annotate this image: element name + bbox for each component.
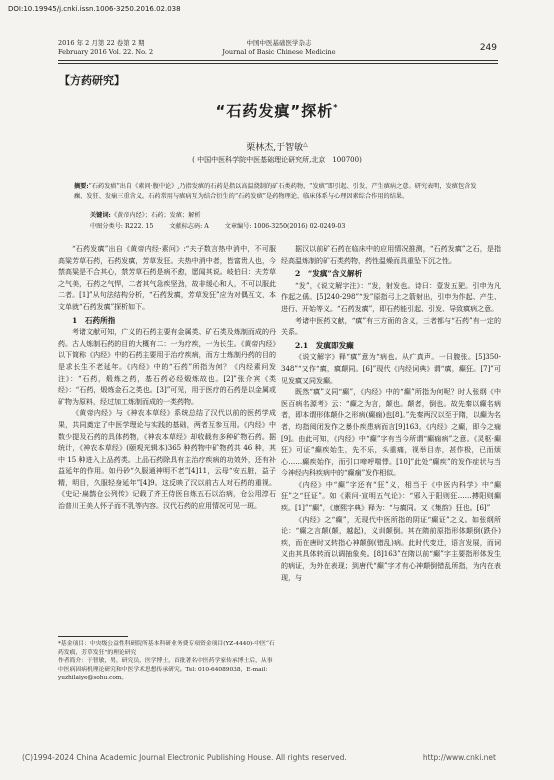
cnki-link[interactable]: http://www.cnki.net: [422, 753, 496, 762]
doi-line: DOI:10.19945/j.cnki.issn.1006-3250.2016.02.038: [8, 5, 181, 13]
footnotes: [58, 640, 276, 683]
footnote-author: 作者简介：于智敏，男，研究员，医学博士，首批著名中医药学家传承博士后，从事中医病因病机理论研究和中医学术思想传承研究。Tel: 010-64089038，E-mail: yuzhilaiye@sohu.com。: [58, 658, 273, 682]
paragraph: 《内经》中“癫”字还有“狂”义，相当于《中医内科学》中“癫狂”之“狂证”。如《素问·宣明五气论》：“邪入于阳则狂……搏阳则癫疾。[1]”“癫”，《康熙字典》释为：“与瘨同。又《集韵》狂也。[6]”: [281, 480, 501, 513]
affiliation: ( 中国中医科学院中医基础理论研究所,北京 100700): [192, 156, 362, 164]
page-number: 249: [479, 43, 497, 53]
clc-number: 中图分类号: R222. 15: [90, 223, 154, 230]
paragraph: “发”，《说文解字注》：“发，射发也。诗曰：壹发五豝。引申为凡作起之偁。[5]240-298”“发”原指弓上之箭射出，引申为作起、产生、进行、开始等义。“石药发瘨”，即石药能引起、引发、导致瘨病之意。: [281, 281, 501, 313]
paragraph: 既然“瘨”义同“癫”，《内经》中的“癫”所指为何呢？时人张纲《中医百病名源考》云：“癫之为言，颠也。颠者，倒也。故先秦以癫名病者，即本谓形体颠仆之形病(癫痫)也[8]。”先秦两汉以至于隋，以癫为名者，均指阅闭发作之暴仆疾患病而言[9]163。《内经》之癫，即今之痫[9]。由此可知，《内经》中“癫”字有当今所谓“癫痫病”之意。《灵枢·癫狂》可证“癫疾始生，先不乐，头重痛，视举目赤，甚作极，已而烦心……癫疾始作，而引口啼呼喘悸。[10]”此处“癫疾”的发作症状与当今神经内科疾病中的“癫痫”发作相似。: [281, 388, 501, 478]
footnote-rule: [58, 636, 128, 637]
header-issue-cn: 2016 年 2 月第 22 卷第 2 期: [58, 39, 145, 47]
authors: [0, 140, 554, 153]
document-code: 文献标志码: A: [169, 223, 209, 230]
paragraph: 据汉以前矿石药在临床中的应用情况推测，“石药发瘨”之石，是指经高温炼制的矿石类药物，药性温燥而具重坠下沉之性。: [281, 245, 501, 265]
copyright-line: (C)1994-2024 China Academic Journal Electronic Publishing House. All rights reserved.: [22, 753, 347, 762]
left-column: [58, 244, 276, 513]
right-column: [281, 244, 501, 584]
authors-text: 栗林杰,于智敏: [246, 143, 304, 153]
article-number: 文章编号: 1006-3250(2016) 02-0249-03: [224, 223, 346, 230]
section-heading-1: 1 石药所指: [72, 315, 116, 325]
keywords: [90, 210, 201, 219]
paragraph: “石药发瘨”出自《黄帝内经·素问》:“夫子数言热中消中，不可服高粱芳草石药，石药发瘨，芳草发狂。夫热中消中者，皆富贵人也，今禁高粱是不合其心，禁芳草石药是病不愈，愿闻其说。岐伯曰：夫芳草之气美，石药之气悍，二者其气急疾坚劲，故非缓心和人，不可以服此二者。[1]”从句法结构分析，“石药发瘨，芳草发狂”应为对偶互文，本文单就“石药发瘨”探析如下。: [58, 245, 276, 311]
paragraph: 《黄帝内经》与《神农本草经》系统总结了汉代以前的医药学成果，共同奠定了中医学理论与实践的基础，两者互参互用。《内经》中数少提及石药的具体药物，《神农本草经》却收载有多种矿物石药。据统计，《神农本草经》(颐观光辑本)365 种药物中矿物药共 46 种，其中 15 种进入上品药类。上品石药除具有主治疗疾病的功效外，还有补益延年的作用。如丹砂“久服通神明不老”[4]11，云母“安五脏，益子精，明目，久服轻身延年”[4]9。这反映了汉以前古人对石药的重视。《史记·扁鹊仓公列传》记载了齐王侍医自炼五石以治病，仓公用淳石治普川王美人怀子而不乳等内容。汉代石药的应用情况可见一斑。: [58, 409, 276, 511]
article-meta: [90, 221, 359, 230]
section-tag: 【方药研究】: [59, 74, 125, 87]
abstract: [74, 182, 484, 201]
author-mark: △: [303, 141, 308, 148]
header-issue-en: February 2016 Vol. 22. No. 2: [58, 48, 154, 56]
article-title-text: “石药发瘨”探析: [215, 102, 334, 120]
title-footnote-mark: *: [333, 103, 339, 112]
section-heading-2: 2 “发瘨”含义解析: [295, 269, 363, 279]
section-heading-2-1: 2.1 发瘨即发癫: [295, 340, 354, 350]
paragraph: 《内经》之“癫”，无现代中医所指的阴证“癫证”之义。如张纲所论：“癫之言颠(颠，越起)，义训颠倒。其在隋前原指形体颠倒(跌仆)疾，而在唐时又转指心神颠倒(错乱)病。此时代变迁，语言发展，而词义由其具体转而以调抽象矣。[8]163”在隋以前“癫”字主要指形体发生的病证，为外在表现；到唐代“癫”字才有心神颠倒错乱所指，为内在表现，与: [281, 515, 501, 582]
paragraph: 《说文解字》释“瘨”意为“病也。从疒真声。一曰腹张。[5]350-348”“又作“瘨，瘨颠同。[6]”现代《内经词典》谓“瘨，癫狂。[7]”可见发瘨又同发癫。: [281, 353, 501, 385]
header-rule-thin: [58, 63, 498, 64]
header-issue: [58, 39, 153, 57]
footnote-funding: *基金项目：中央级公益性科研院所基本科研业务费专项资金项目(YZ-4440)-中医“石药发瘨，芳草发狂”的理论研究: [58, 641, 275, 656]
header-rule: [58, 60, 498, 61]
paragraph: 考诸中医药文献，“瘨”有三方面的含义，三者都与“石药”有一定的关系。: [281, 316, 501, 337]
keywords-label: 关键词:: [90, 212, 111, 219]
keywords-text: 《黄帝内经》；石药；发瘨；解析: [110, 212, 201, 219]
header-journal: [214, 39, 344, 57]
abstract-text: “石药发瘨”出自《素问·腹中论》,乃指发瘨的石药是指以高温烧制的矿石类药物，“发瘨”即引起、引发、产生瘨病之意。研究表明，发瘨包含发癫、发狂、发痫三重含义。石药常用与瘨病互为结合衍生的“石药发瘨”是药物理论、临床体系与心理因素综合作用的结果。: [74, 183, 477, 200]
article-title: [0, 100, 554, 121]
header-journal-en: Journal of Basic Chinese Medicine: [222, 48, 336, 56]
abstract-label: 摘要:: [74, 183, 89, 190]
header-journal-cn: 中国中医基础医学杂志: [246, 39, 312, 47]
paragraph: 考诸文献可知，广义的石药主要有金属类、矿石类及炼制而成的丹药。古人炼制石药的目的大概有二：一为疗疾，一为长生。《黄帝内经》以下简称《内经》中的石药主要用于治疗疾病，而方士炼制丹药的目的是求长生不老延年。《内经》中的“石药”所指为何？《内经素问发注》：“石药，煅炼之药，基石药必经煅炼故也。[2]”张介宾《类经》：“石药，煅炼金石之类也。[3]”可见，用于医疗的石药是以金属或矿物为原料，经过加工炼制而成的一类药物。: [58, 328, 276, 406]
